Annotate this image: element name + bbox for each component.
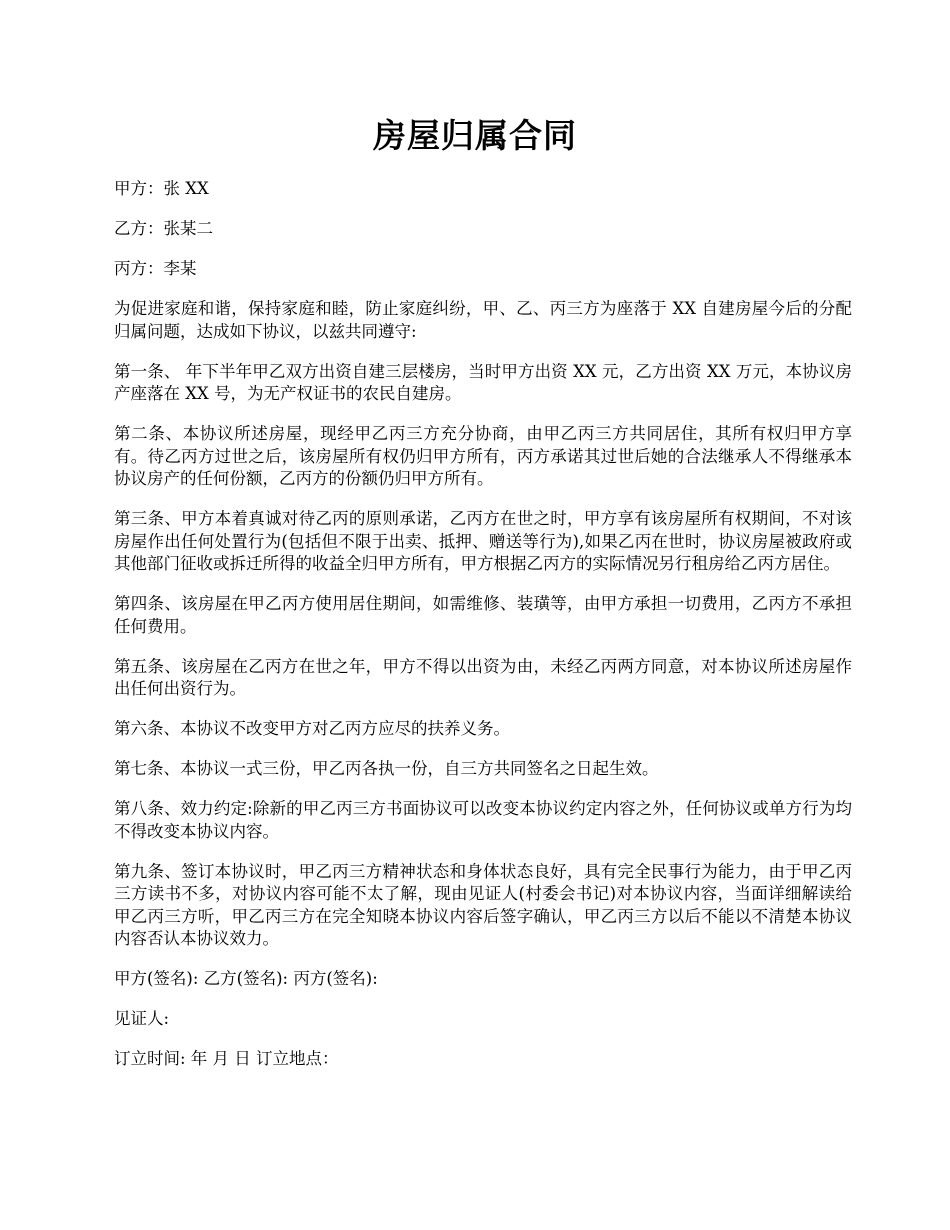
article-4: 第四条、该房屋在甲乙丙方使用居住期间，如需维修、装璜等，由甲方承担一切费用，乙丙方不承担任何费用。 [114,594,852,636]
signatures-line: 甲方(签名): 乙方(签名): 丙方(签名): [114,969,378,988]
document-title: 房屋归属合同 [373,116,577,155]
article-1: 第一条、 年下半年甲乙双方出资自建三层楼房，当时甲方出资 XX 元，乙方出资 XX 万元，本协议房产座落在 XX 号，为无产权证书的农民自建房。 [114,361,852,403]
article-3: 第三条、甲方本着真诚对待乙丙的原则承诺，乙丙方在世之时，甲方享有该房屋所有权期间，不对该房屋作出任何处置行为(包括但不限于出卖、抵押、赠送等行为),如果乙丙在世时，协议房屋被政府或其他部门征收或拆迁所得的收益全归甲方所有，甲方根据乙丙方的实际情况另行租房给乙丙方居住。 [114,509,852,573]
article-6: 第六条、本协议不改变甲方对乙丙方应尽的扶养义务。 [114,719,510,738]
date-place-line: 订立时间: 年 月 日 订立地点： [114,1049,339,1068]
preamble-paragraph: 为促进家庭和谐，保持家庭和睦，防止家庭纠纷，甲、乙、丙三方为座落于 XX 自建房屋今后的分配归属问题，达成如下协议，以兹共同遵守: [114,299,852,341]
party-c-line: 丙方：李某 [114,259,197,278]
article-9: 第九条、签订本协议时，甲乙丙三方精神状态和身体状态良好，具有完全民事行为能力，由于甲乙丙三方读书不多，对协议内容可能不太了解，现由见证人(村委会书记)对本协议内容，当面详细解读给甲乙丙三方听，甲乙丙三方在完全知晓本协议内容后签字确认，甲乙丙三方以后不能以不清楚本协议内容否认本协议效力。 [114,861,852,948]
party-b-line: 乙方：张某二 [114,219,213,238]
article-2: 第二条、本协议所述房屋，现经甲乙丙三方充分协商，由甲乙丙三方共同居住，其所有权归甲方享有。待乙丙方过世之后，该房屋所有权仍归甲方所有，丙方承诺其过世后她的合法继承人不得继承本协议房产的任何份额，乙丙方的份额仍归甲方所有。 [114,424,852,488]
article-7: 第七条、本协议一式三份，甲乙丙各执一份，自三方共同签名之日起生效。 [114,759,659,778]
witness-line: 见证人: [114,1009,170,1028]
party-a-line: 甲方：张 XX [114,179,209,198]
document-body [114,178,852,1088]
article-5: 第五条、该房屋在乙丙方在世之年，甲方不得以出资为由，未经乙丙两方同意，对本协议所述房屋作出任何出资行为。 [114,656,852,698]
article-8: 第八条、效力约定:除新的甲乙丙三方书面协议可以改变本协议约定内容之外，任何协议或单方行为均不得改变本协议内容。 [114,799,852,841]
